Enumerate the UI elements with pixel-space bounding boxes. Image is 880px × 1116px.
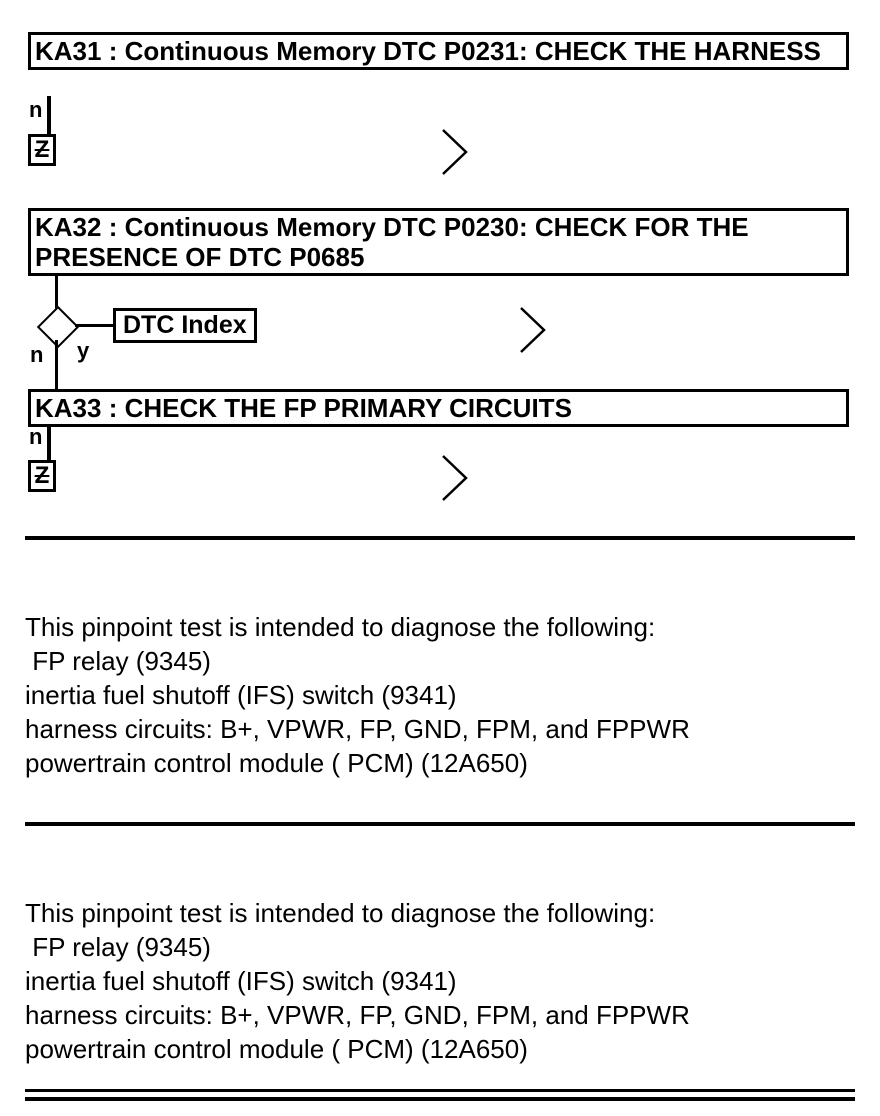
no-branch-label: n bbox=[29, 97, 43, 122]
flow-node-ka31[interactable] bbox=[28, 32, 849, 70]
description-line: powertrain control module ( PCM) (12A650) bbox=[25, 1034, 528, 1064]
yes-branch-label: y bbox=[77, 338, 90, 363]
description-line: This pinpoint test is intended to diagnose the following: bbox=[25, 612, 656, 642]
description-line: inertia fuel shutoff (IFS) switch (9341) bbox=[25, 680, 457, 710]
description-line: harness circuits: B+, VPWR, FP, GND, FPM, and FPPWR bbox=[25, 1000, 690, 1030]
dtc-index-label: DTC Index bbox=[123, 311, 247, 339]
description-section-2 bbox=[25, 896, 855, 1066]
description-section-1 bbox=[25, 610, 855, 780]
description-line: harness circuits: B+, VPWR, FP, GND, FPM, and FPPWR bbox=[25, 714, 690, 744]
section-divider bbox=[25, 536, 855, 540]
decision-diamond bbox=[37, 306, 79, 348]
terminator-z-label: Z bbox=[34, 136, 50, 163]
no-branch-label: n bbox=[30, 342, 44, 367]
terminator-z-box[interactable] bbox=[28, 460, 56, 492]
terminator-z-label: Z bbox=[34, 462, 50, 489]
flow-node-ka32-title: KA32 : Continuous Memory DTC P0230: CHECK FOR THE PRESENCE OF DTC P0685 bbox=[35, 212, 749, 272]
flow-node-ka31-title: KA31 : Continuous Memory DTC P0231: CHECK THE HARNESS bbox=[35, 36, 821, 66]
next-chevron-icon[interactable] bbox=[440, 453, 470, 508]
flow-node-ka32[interactable] bbox=[28, 208, 849, 276]
description-line: This pinpoint test is intended to diagnose the following: bbox=[25, 898, 656, 928]
connector-line bbox=[55, 340, 58, 390]
description-line: FP relay (9345) bbox=[25, 646, 211, 676]
section-divider bbox=[25, 822, 855, 826]
dtc-index-box[interactable] bbox=[113, 308, 257, 343]
bottom-double-rule-bottom bbox=[25, 1097, 855, 1101]
terminator-z-box[interactable] bbox=[28, 134, 56, 166]
flow-node-ka33[interactable] bbox=[28, 389, 849, 427]
description-line: FP relay (9345) bbox=[25, 932, 211, 962]
description-line: powertrain control module ( PCM) (12A650) bbox=[25, 748, 528, 778]
connector-line bbox=[47, 424, 51, 462]
flow-node-ka33-title: KA33 : CHECK THE FP PRIMARY CIRCUITS bbox=[35, 393, 572, 423]
connector-line bbox=[47, 96, 51, 136]
next-chevron-icon[interactable] bbox=[518, 305, 548, 360]
connector-line bbox=[75, 324, 115, 327]
bottom-double-rule-top bbox=[25, 1089, 855, 1092]
no-branch-label: n bbox=[29, 424, 43, 449]
next-chevron-icon[interactable] bbox=[440, 127, 470, 182]
description-line: inertia fuel shutoff (IFS) switch (9341) bbox=[25, 966, 457, 996]
